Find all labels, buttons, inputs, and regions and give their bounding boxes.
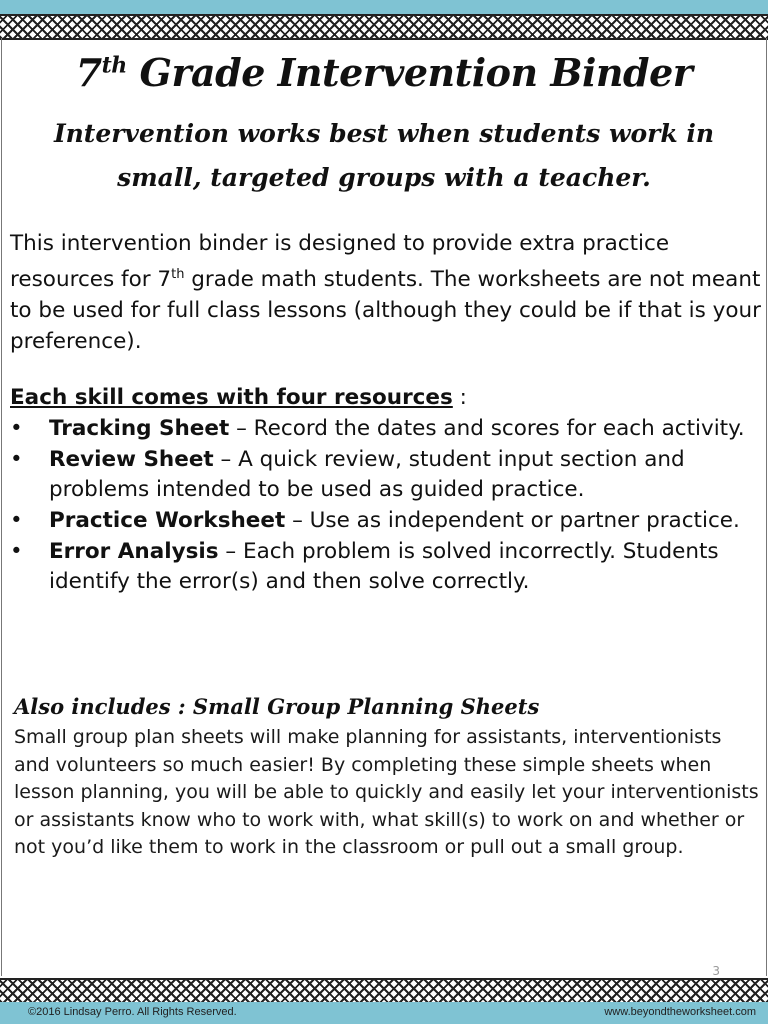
resource-name: Error Analysis [49,539,219,564]
page-number: 3 [712,964,720,978]
resource-name: Tracking Sheet [49,416,230,441]
bullet-icon: • [10,447,23,472]
resource-item-review-sheet [10,445,762,505]
resource-description: – Each problem is solved incorrectly. Students identify the error(s) and then solve correctly. [49,539,719,594]
top-decorative-border [0,14,768,40]
website-link[interactable]: www.beyondtheworksheet.com [604,1006,756,1018]
bullet-icon: • [10,508,23,533]
top-accent-bar [0,0,768,14]
resource-description: – Use as independent or partner practice. [285,508,740,533]
page-subtitle: Intervention works best when students work in small, targeted groups with a teacher. [53,119,715,192]
resource-name: Review Sheet [49,447,214,472]
resource-item-practice-worksheet [10,506,762,536]
bullet-icon: • [10,416,23,441]
skills-heading: Each skill comes with four resources : [10,385,467,410]
bullet-icon: • [10,539,23,564]
resource-list [10,414,762,598]
resource-item-tracking-sheet [10,414,762,444]
resource-description: – Record the dates and scores for each activity. [229,416,745,441]
copyright-text: ©2016 Lindsay Perro. All Rights Reserved. [28,1006,237,1018]
resource-item-error-analysis [10,537,762,597]
intro-paragraph: This intervention binder is designed to provide extra practice resources for 7th grade math students. The worksheets are not meant to be used for full class lessons (although they could be if that is your preference). [10,231,761,355]
page-title: 7th Grade Intervention Binder [75,50,693,95]
bottom-decorative-border [0,978,768,1004]
resource-description: – A quick review, student input section and problems intended to be used as guided practice. [49,447,685,502]
also-includes-paragraph: Small group plan sheets will make planning for assistants, interventionists and volunteers so much easier! By completing these simple sheets when lesson planning, you will be able to quickly and easily let your interventionists or assistants know who to work with, what skill(s) to work on and whether or not you’d like them to work in the classroom or pull out a small group. [14,726,759,858]
resource-name: Practice Worksheet [49,508,286,533]
also-includes-heading: Also includes : Small Group Planning Sheets [14,694,540,719]
footer-bar [0,1002,768,1024]
